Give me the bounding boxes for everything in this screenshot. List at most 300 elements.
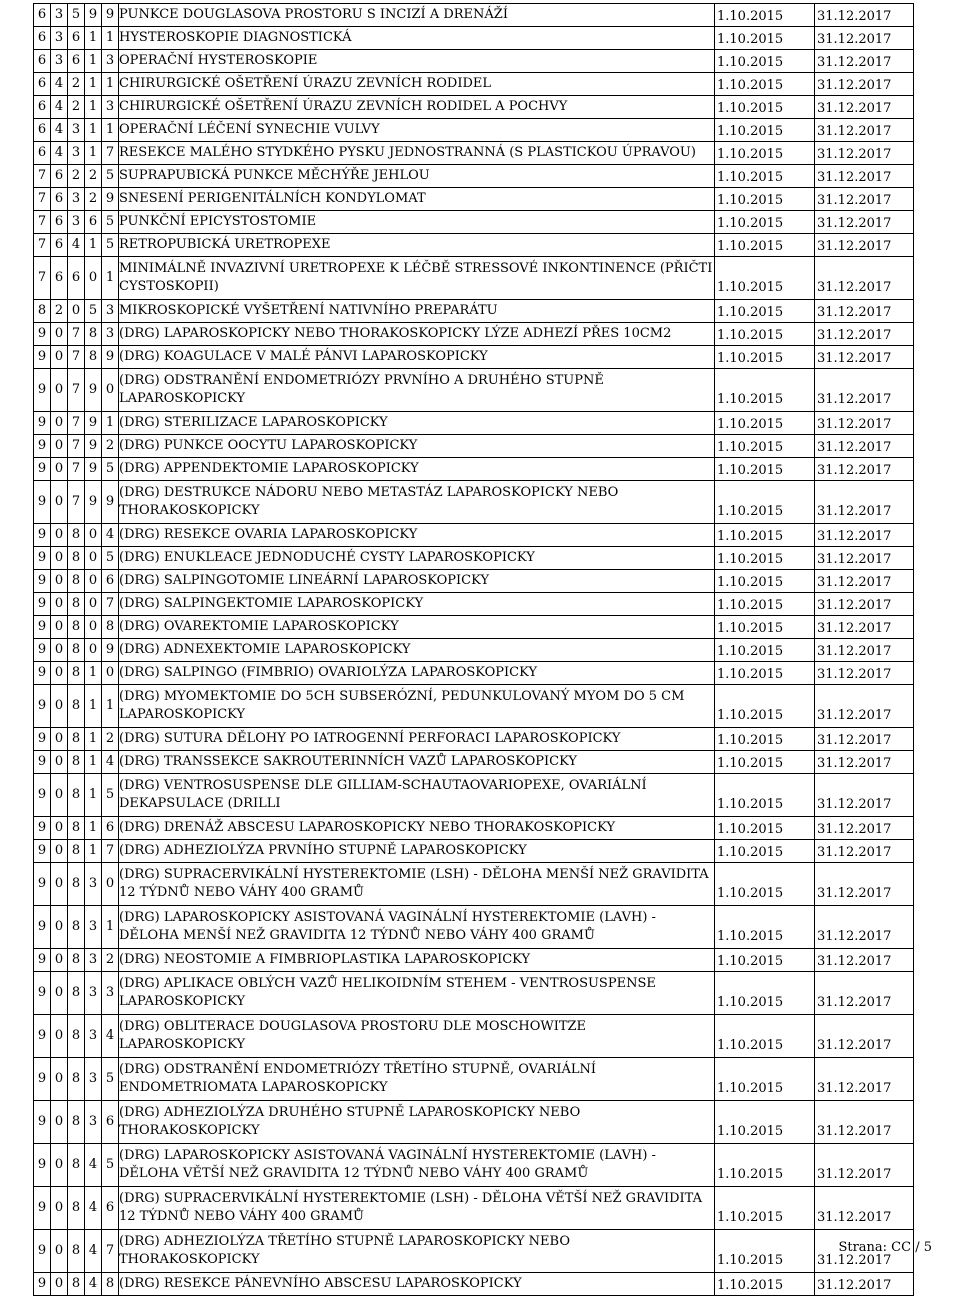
procedure-name-line: (DRG) SUPRACERVIKÁLNÍ HYSTEREKTOMIE (LSH) - DĚLOHA MENŠÍ NEŽ GRAVIDITA [119, 867, 709, 882]
valid-to-date: 31.12.2017 [815, 142, 914, 165]
procedure-name [119, 188, 715, 211]
code-digit: 8 [102, 1273, 119, 1296]
valid-from-date: 1.10.2015 [715, 639, 815, 662]
code-digit: 1 [85, 685, 102, 728]
valid-to-date: 31.12.2017 [815, 685, 914, 728]
code-digit: 3 [85, 1058, 102, 1101]
code-digit: 3 [68, 211, 85, 234]
table-row [34, 1273, 914, 1296]
procedure-name [119, 435, 715, 458]
procedure-name [119, 481, 715, 524]
table-row [34, 972, 914, 1015]
valid-to-date: 31.12.2017 [815, 481, 914, 524]
valid-to-date: 31.12.2017 [815, 1187, 914, 1230]
valid-to-date: 31.12.2017 [815, 639, 914, 662]
code-digit: 1 [102, 412, 119, 435]
code-digit: 9 [34, 1058, 51, 1101]
procedure-name-line: OPERAČNÍ LÉČENÍ SYNECHIE VULVY [119, 122, 380, 137]
code-digit: 9 [34, 1015, 51, 1058]
valid-to-date: 31.12.2017 [815, 234, 914, 257]
code-digit: 0 [51, 840, 68, 863]
code-digit: 0 [68, 300, 85, 323]
procedure-name-line: (DRG) ODSTRANĚNÍ ENDOMETRIÓZY TŘETÍHO STUPNĚ, OVARIÁLNÍ [119, 1062, 597, 1077]
code-digit: 6 [102, 817, 119, 840]
code-digit: 0 [51, 412, 68, 435]
procedure-name [119, 1015, 715, 1058]
code-digit: 6 [51, 165, 68, 188]
code-digit: 9 [34, 1144, 51, 1187]
valid-from-date: 1.10.2015 [715, 119, 815, 142]
table-row [34, 211, 914, 234]
code-digit: 1 [85, 119, 102, 142]
code-digit: 8 [68, 593, 85, 616]
code-digit: 7 [68, 481, 85, 524]
code-digit: 5 [102, 458, 119, 481]
code-digit: 3 [102, 323, 119, 346]
code-digit: 8 [68, 840, 85, 863]
valid-from-date: 1.10.2015 [715, 972, 815, 1015]
code-digit: 5 [102, 234, 119, 257]
code-digit: 0 [51, 1273, 68, 1296]
code-digit: 9 [34, 570, 51, 593]
valid-to-date: 31.12.2017 [815, 1273, 914, 1296]
valid-from-date: 1.10.2015 [715, 593, 815, 616]
code-digit: 9 [102, 346, 119, 369]
code-digit: 8 [85, 323, 102, 346]
valid-to-date: 31.12.2017 [815, 257, 914, 300]
procedure-name [119, 949, 715, 972]
valid-from-date: 1.10.2015 [715, 4, 815, 27]
valid-from-date: 1.10.2015 [715, 863, 815, 906]
procedure-name-line: (DRG) SALPINGOTOMIE LINEÁRNÍ LAPAROSKOPICKY [119, 573, 490, 588]
code-digit: 1 [85, 142, 102, 165]
table-row [34, 435, 914, 458]
code-digit: 8 [68, 1230, 85, 1273]
procedure-name-line: (DRG) ODSTRANĚNÍ ENDOMETRIÓZY PRVNÍHO A DRUHÉHO STUPNĚ [119, 373, 604, 388]
procedure-name [119, 346, 715, 369]
code-digit: 2 [102, 435, 119, 458]
code-digit: 4 [85, 1273, 102, 1296]
procedure-name [119, 728, 715, 751]
code-digit: 3 [68, 188, 85, 211]
procedure-name-line: LAPAROSKOPICKY [119, 994, 246, 1009]
code-digit: 0 [102, 863, 119, 906]
code-digit: 0 [85, 639, 102, 662]
procedure-name-line: (DRG) ADHEZIOLÝZA PRVNÍHO STUPNĚ LAPAROSKOPICKY [119, 843, 527, 858]
table-row [34, 119, 914, 142]
code-digit: 6 [85, 211, 102, 234]
valid-to-date: 31.12.2017 [815, 73, 914, 96]
valid-to-date: 31.12.2017 [815, 774, 914, 817]
code-digit: 0 [51, 774, 68, 817]
table-row [34, 524, 914, 547]
code-digit: 3 [85, 906, 102, 949]
code-digit: 3 [68, 119, 85, 142]
code-digit: 0 [51, 593, 68, 616]
procedure-name-line: DĚLOHA MENŠÍ NEŽ GRAVIDITA 12 TÝDNŮ NEBO VÁHY 400 GRAMŮ [119, 928, 595, 943]
valid-to-date: 31.12.2017 [815, 211, 914, 234]
table-row [34, 1187, 914, 1230]
procedure-name [119, 96, 715, 119]
procedure-name-line: (DRG) TRANSSEKCE SAKROUTERINNÍCH VAZŮ LAPAROSKOPICKY [119, 754, 578, 769]
code-digit: 7 [68, 458, 85, 481]
code-digit: 4 [85, 1230, 102, 1273]
code-digit: 5 [102, 774, 119, 817]
code-digit: 4 [102, 524, 119, 547]
code-digit: 3 [102, 972, 119, 1015]
page-footer: Strana: CC / 5 [838, 1240, 932, 1255]
code-digit: 1 [85, 234, 102, 257]
code-digit: 9 [34, 1273, 51, 1296]
procedure-name [119, 412, 715, 435]
code-digit: 0 [51, 346, 68, 369]
procedure-name [119, 211, 715, 234]
procedure-name [119, 165, 715, 188]
code-digit: 5 [102, 165, 119, 188]
code-digit: 2 [85, 188, 102, 211]
code-digit: 6 [34, 142, 51, 165]
valid-to-date: 31.12.2017 [815, 751, 914, 774]
code-digit: 6 [51, 257, 68, 300]
code-digit: 1 [102, 119, 119, 142]
table-row [34, 481, 914, 524]
code-digit: 0 [51, 369, 68, 412]
valid-from-date: 1.10.2015 [715, 1273, 815, 1296]
code-digit: 1 [85, 817, 102, 840]
code-digit: 1 [85, 728, 102, 751]
valid-from-date: 1.10.2015 [715, 369, 815, 412]
code-digit: 9 [34, 662, 51, 685]
code-digit: 7 [68, 435, 85, 458]
table-row [34, 234, 914, 257]
procedure-name-line: ENDOMETRIOMATA LAPAROSKOPICKY [119, 1080, 388, 1095]
code-digit: 0 [85, 593, 102, 616]
valid-from-date: 1.10.2015 [715, 616, 815, 639]
table-row [34, 840, 914, 863]
code-digit: 5 [85, 300, 102, 323]
code-digit: 9 [34, 412, 51, 435]
valid-from-date: 1.10.2015 [715, 188, 815, 211]
code-digit: 8 [68, 616, 85, 639]
code-digit: 2 [68, 96, 85, 119]
code-digit: 6 [102, 1187, 119, 1230]
code-digit: 2 [68, 73, 85, 96]
procedure-name-line: (DRG) NEOSTOMIE A FIMBRIOPLASTIKA LAPAROSKOPICKY [119, 952, 531, 967]
code-digit: 4 [102, 1015, 119, 1058]
code-digit: 0 [51, 570, 68, 593]
code-digit: 3 [85, 949, 102, 972]
procedure-name [119, 1273, 715, 1296]
valid-to-date: 31.12.2017 [815, 165, 914, 188]
procedure-name-line: DĚLOHA VĚTŠÍ NEŽ GRAVIDITA 12 TÝDNŮ NEBO VÁHY 400 GRAMŮ [119, 1166, 589, 1181]
valid-from-date: 1.10.2015 [715, 1230, 815, 1273]
procedure-code-table [33, 3, 914, 1296]
procedure-name [119, 300, 715, 323]
code-digit: 4 [51, 73, 68, 96]
code-digit: 0 [51, 1144, 68, 1187]
procedure-name [119, 1058, 715, 1101]
valid-to-date: 31.12.2017 [815, 1230, 914, 1273]
code-digit: 9 [34, 1187, 51, 1230]
code-digit: 9 [34, 547, 51, 570]
code-digit: 9 [85, 369, 102, 412]
procedure-name-line: HYSTEROSKOPIE DIAGNOSTICKÁ [119, 30, 352, 45]
code-digit: 8 [68, 728, 85, 751]
table-row [34, 863, 914, 906]
valid-from-date: 1.10.2015 [715, 685, 815, 728]
valid-from-date: 1.10.2015 [715, 300, 815, 323]
code-digit: 0 [51, 685, 68, 728]
table-row [34, 369, 914, 412]
code-digit: 0 [102, 369, 119, 412]
valid-from-date: 1.10.2015 [715, 524, 815, 547]
valid-to-date: 31.12.2017 [815, 346, 914, 369]
valid-to-date: 31.12.2017 [815, 817, 914, 840]
table-row [34, 949, 914, 972]
procedure-name [119, 27, 715, 50]
code-digit: 9 [34, 435, 51, 458]
code-digit: 5 [102, 1144, 119, 1187]
code-digit: 0 [51, 728, 68, 751]
procedure-name [119, 547, 715, 570]
valid-to-date: 31.12.2017 [815, 616, 914, 639]
code-digit: 5 [102, 547, 119, 570]
code-digit: 0 [85, 547, 102, 570]
valid-to-date: 31.12.2017 [815, 1101, 914, 1144]
procedure-name-line: (DRG) STERILIZACE LAPAROSKOPICKY [119, 415, 388, 430]
valid-from-date: 1.10.2015 [715, 481, 815, 524]
code-digit: 1 [102, 73, 119, 96]
procedure-name [119, 1230, 715, 1273]
code-digit: 6 [102, 1101, 119, 1144]
table-row [34, 27, 914, 50]
procedure-name-line: (DRG) LAPAROSKOPICKY NEBO THORAKOSKOPICKY LÝZE ADHEZÍ PŘES 10CM2 [119, 326, 672, 341]
table-row [34, 685, 914, 728]
code-digit: 9 [85, 481, 102, 524]
valid-to-date: 31.12.2017 [815, 972, 914, 1015]
code-digit: 0 [85, 570, 102, 593]
code-digit: 9 [34, 346, 51, 369]
code-digit: 6 [51, 234, 68, 257]
procedure-name [119, 50, 715, 73]
procedure-name-line: (DRG) ADHEZIOLÝZA DRUHÉHO STUPNĚ LAPAROSKOPICKY NEBO [119, 1105, 581, 1120]
procedure-name-line: (DRG) OBLITERACE DOUGLASOVA PROSTORU DLE MOSCHOWITZE [119, 1019, 587, 1034]
valid-from-date: 1.10.2015 [715, 1144, 815, 1187]
procedure-name [119, 524, 715, 547]
code-digit: 0 [51, 972, 68, 1015]
procedure-name-line: 12 TÝDNŮ NEBO VÁHY 400 GRAMŮ [119, 885, 364, 900]
code-digit: 0 [51, 1187, 68, 1230]
code-digit: 3 [85, 972, 102, 1015]
code-digit: 0 [51, 1101, 68, 1144]
table-row [34, 1058, 914, 1101]
code-digit: 8 [68, 685, 85, 728]
code-digit: 6 [34, 96, 51, 119]
table-row [34, 751, 914, 774]
table-row [34, 188, 914, 211]
code-digit: 7 [68, 323, 85, 346]
code-digit: 8 [68, 639, 85, 662]
code-digit: 7 [102, 840, 119, 863]
code-digit: 8 [68, 524, 85, 547]
table-row [34, 458, 914, 481]
procedure-name-line: (DRG) OVAREKTOMIE LAPAROSKOPICKY [119, 619, 399, 634]
valid-to-date: 31.12.2017 [815, 570, 914, 593]
code-digit: 9 [102, 481, 119, 524]
table-row [34, 817, 914, 840]
table-row [34, 1015, 914, 1058]
valid-to-date: 31.12.2017 [815, 369, 914, 412]
code-digit: 8 [85, 346, 102, 369]
procedure-name [119, 616, 715, 639]
code-digit: 3 [85, 1101, 102, 1144]
valid-from-date: 1.10.2015 [715, 257, 815, 300]
code-digit: 8 [68, 1015, 85, 1058]
table-row [34, 142, 914, 165]
code-digit: 7 [34, 188, 51, 211]
valid-to-date: 31.12.2017 [815, 906, 914, 949]
procedure-name-line: (DRG) ADNEXEKTOMIE LAPAROSKOPICKY [119, 642, 411, 657]
code-digit: 6 [51, 188, 68, 211]
procedure-name-line: LAPAROSKOPICKY [119, 1037, 246, 1052]
code-digit: 0 [51, 547, 68, 570]
valid-to-date: 31.12.2017 [815, 300, 914, 323]
procedure-name [119, 1187, 715, 1230]
procedure-name-line: (DRG) DESTRUKCE NÁDORU NEBO METASTÁZ LAPAROSKOPICKY NEBO [119, 485, 619, 500]
code-digit: 9 [34, 817, 51, 840]
valid-to-date: 31.12.2017 [815, 412, 914, 435]
code-digit: 9 [34, 616, 51, 639]
procedure-name [119, 570, 715, 593]
procedure-name-line: (DRG) SALPINGO (FIMBRIO) OVARIOLÝZA LAPAROSKOPICKY [119, 665, 538, 680]
procedure-name [119, 774, 715, 817]
table-row [34, 73, 914, 96]
valid-from-date: 1.10.2015 [715, 547, 815, 570]
code-digit: 8 [68, 906, 85, 949]
code-digit: 6 [34, 50, 51, 73]
procedure-name [119, 972, 715, 1015]
code-digit: 9 [34, 593, 51, 616]
code-digit: 4 [68, 234, 85, 257]
procedure-name-line: PUNKCE DOUGLASOVA PROSTORU S INCIZÍ A DRENÁŽÍ [119, 7, 508, 22]
code-digit: 3 [102, 96, 119, 119]
valid-from-date: 1.10.2015 [715, 50, 815, 73]
procedure-name-line: (DRG) SUPRACERVIKÁLNÍ HYSTEREKTOMIE (LSH) - DĚLOHA VĚTŠÍ NEŽ GRAVIDITA [119, 1191, 702, 1206]
procedure-name-line: (DRG) ENUKLEACE JEDNODUCHÉ CYSTY LAPAROSKOPICKY [119, 550, 535, 565]
code-digit: 0 [51, 662, 68, 685]
code-digit: 8 [68, 1187, 85, 1230]
code-digit: 8 [68, 547, 85, 570]
code-digit: 8 [34, 300, 51, 323]
procedure-name-line: (DRG) LAPAROSKOPICKY ASISTOVANÁ VAGINÁLNÍ HYSTEREKTOMIE (LAVH) - [119, 910, 656, 925]
valid-to-date: 31.12.2017 [815, 4, 914, 27]
code-digit: 8 [68, 662, 85, 685]
procedure-name [119, 863, 715, 906]
code-digit: 0 [51, 616, 68, 639]
valid-to-date: 31.12.2017 [815, 547, 914, 570]
code-digit: 0 [85, 524, 102, 547]
valid-from-date: 1.10.2015 [715, 435, 815, 458]
procedure-name-line: OPERAČNÍ HYSTEROSKOPIE [119, 53, 318, 68]
code-digit: 9 [34, 906, 51, 949]
code-digit: 4 [51, 96, 68, 119]
table-row [34, 906, 914, 949]
table-row [34, 346, 914, 369]
procedure-name-line: SUPRAPUBICKÁ PUNKCE MĚCHÝŘE JEHLOU [119, 168, 430, 183]
code-digit: 6 [34, 73, 51, 96]
valid-to-date: 31.12.2017 [815, 593, 914, 616]
procedure-name [119, 751, 715, 774]
code-digit: 0 [51, 863, 68, 906]
code-digit: 1 [85, 96, 102, 119]
code-digit: 6 [51, 211, 68, 234]
valid-to-date: 31.12.2017 [815, 1058, 914, 1101]
valid-from-date: 1.10.2015 [715, 73, 815, 96]
valid-from-date: 1.10.2015 [715, 906, 815, 949]
code-digit: 5 [68, 4, 85, 27]
valid-from-date: 1.10.2015 [715, 1101, 815, 1144]
procedure-name-line: MINIMÁLNĚ INVAZIVNÍ URETROPEXE K LÉČBĚ STRESSOVÉ INKONTINENCE (PŘIČTI [119, 261, 713, 276]
code-digit: 9 [34, 639, 51, 662]
procedure-name-line: (DRG) SUTURA DĚLOHY PO IATROGENNÍ PERFORACI LAPAROSKOPICKY [119, 731, 621, 746]
code-digit: 9 [34, 751, 51, 774]
code-digit: 8 [68, 972, 85, 1015]
code-digit: 6 [102, 570, 119, 593]
procedure-name [119, 906, 715, 949]
valid-from-date: 1.10.2015 [715, 1058, 815, 1101]
code-digit: 9 [34, 685, 51, 728]
code-digit: 6 [68, 257, 85, 300]
code-digit: 9 [34, 458, 51, 481]
code-digit: 9 [34, 774, 51, 817]
code-digit: 2 [51, 300, 68, 323]
code-digit: 3 [102, 300, 119, 323]
table-row [34, 50, 914, 73]
valid-from-date: 1.10.2015 [715, 142, 815, 165]
code-digit: 1 [85, 840, 102, 863]
valid-to-date: 31.12.2017 [815, 728, 914, 751]
code-digit: 0 [51, 1230, 68, 1273]
procedure-name-line: RESEKCE MALÉHO STYDKÉHO PYSKU JEDNOSTRANNÁ (S PLASTICKOU ÚPRAVOU) [119, 145, 696, 160]
table-row [34, 1230, 914, 1273]
valid-to-date: 31.12.2017 [815, 840, 914, 863]
code-digit: 6 [34, 27, 51, 50]
table-row [34, 639, 914, 662]
code-digit: 0 [51, 751, 68, 774]
code-digit: 8 [68, 1273, 85, 1296]
code-digit: 9 [102, 188, 119, 211]
table-row [34, 4, 914, 27]
valid-to-date: 31.12.2017 [815, 1015, 914, 1058]
table-row [34, 547, 914, 570]
code-digit: 4 [51, 119, 68, 142]
code-digit: 5 [102, 211, 119, 234]
code-digit: 8 [68, 817, 85, 840]
code-digit: 9 [85, 412, 102, 435]
code-digit: 4 [102, 751, 119, 774]
procedure-name [119, 257, 715, 300]
procedure-name-line: (DRG) RESEKCE OVARIA LAPAROSKOPICKY [119, 527, 418, 542]
code-digit: 4 [85, 1144, 102, 1187]
procedure-name [119, 119, 715, 142]
table-row [34, 1144, 914, 1187]
procedure-name [119, 662, 715, 685]
code-digit: 9 [34, 323, 51, 346]
code-digit: 3 [51, 4, 68, 27]
code-digit: 9 [34, 1230, 51, 1273]
code-digit: 0 [51, 481, 68, 524]
table-row [34, 323, 914, 346]
